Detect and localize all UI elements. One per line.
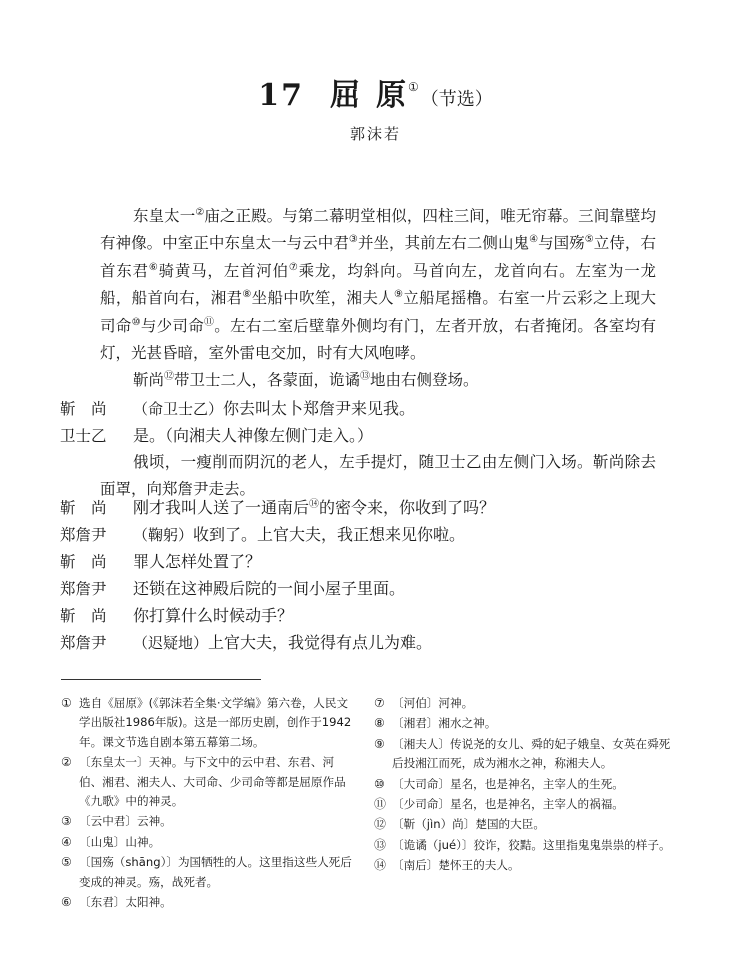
stage-text-segment: 。左右二室后壁靠外侧均有门，左者开放，右者掩闭。各室均有灯，光甚昏暗，室外雷电交加，时有大风咆哮。 — [100, 316, 657, 363]
footnotes-right-column — [374, 694, 674, 877]
dialogue-line — [60, 602, 700, 630]
dialogue-text: 收到了。上官大夫，我正想来见你啦。 — [193, 525, 466, 544]
footnote-mark: ① — [61, 696, 72, 710]
author: 郭沫若 — [349, 125, 401, 143]
footnote-ref[interactable]: ⑬ — [360, 371, 371, 382]
footnote-text: 〔少司命〕星名，也是神名，主宰人的祸福。 — [392, 797, 624, 812]
footnote-mark: ⑨ — [374, 736, 385, 751]
stage-text-segment: 带卫士二人，各蒙面，诡谲 — [174, 371, 361, 389]
footnote-item — [374, 795, 674, 814]
stage-text-segment: 地由右侧登场。 — [370, 371, 479, 389]
footnote-text: 〔山鬼〕山神。 — [79, 834, 161, 849]
footnote-text: 〔靳（jìn）尚〕楚国的大臣。 — [392, 817, 545, 832]
footnote-item — [61, 853, 357, 892]
footnote-text: 〔云中君〕云神。 — [79, 814, 172, 829]
dialogue-text: 还锁在这神殿后院的一间小屋子里面。 — [133, 579, 406, 598]
footnote-text: 选自《屈原》(《郭沫若全集·文学编》第六卷，人民文学出版社1986年版)。这是一部历史剧，创作于1942年。课文节选自剧本第五幕第二场。 — [79, 696, 352, 749]
stage-text-segment: 立侍，右首东君 — [100, 234, 656, 280]
footnote-item — [374, 775, 674, 794]
footnote-mark: ⑭ — [374, 858, 387, 873]
footnote-divider — [61, 679, 261, 680]
footnote-item — [61, 812, 357, 831]
stage-text-segment: 庙之正殿。与第二幕明堂相似，四柱三间，唯无帘幕。三间靠壁均有神像。中室正中东皇太一与云中君 — [100, 207, 656, 253]
stage-direction-opening — [100, 203, 656, 367]
footnote-mark: ② — [61, 755, 72, 770]
acting-direction: （迟疑地） — [133, 634, 209, 652]
dialogue-text: 你去叫太卜郑詹尹来见我。 — [223, 399, 416, 418]
speaker-name: 靳 尚 — [60, 553, 107, 571]
footnote-ref[interactable]: ⑩ — [131, 316, 141, 328]
title-char-1: 屈 — [329, 78, 362, 113]
dialogue-line — [60, 422, 700, 450]
footnote-item — [61, 893, 357, 912]
footnote-mark: ⑦ — [374, 696, 385, 710]
footnote-text: 〔东皇太一〕天神。与下文中的云中君、东君、河伯、湘君、湘夫人、大司命、少司命等都是屈原作品《九歌》中的神灵。 — [79, 755, 346, 809]
footnote-text: 〔湘君〕湘水之神。 — [392, 716, 497, 731]
footnote-text: 〔诡谲（jué）〕狡诈，狡黠。这里指鬼鬼祟祟的样子。 — [392, 837, 671, 852]
footnote-mark: ③ — [61, 814, 72, 829]
footnote-mark: ⑥ — [61, 895, 72, 910]
footnote-item — [374, 735, 674, 774]
stage-text-segment: 骑黄马，左首河伯 — [158, 261, 289, 280]
dialogue-text: 你打算什么时候动手？ — [133, 606, 294, 625]
stage-text-segment: 乘龙，均斜向。马首向左，龙首向右。左室为一龙船，船首向右，湘君 — [100, 261, 656, 308]
footnote-ref[interactable]: ⑦ — [288, 261, 299, 273]
stage-text-segment: 与国殇 — [538, 234, 585, 253]
footnote-ref[interactable]: ⑪ — [204, 316, 215, 328]
footnote-item — [374, 815, 674, 834]
footnote-item — [61, 694, 357, 752]
dialogue-text: 罪人怎样处置了？ — [133, 552, 262, 571]
footnote-mark: ⑪ — [374, 797, 387, 812]
footnote-ref[interactable]: ④ — [529, 234, 539, 246]
footnotes-left-column — [61, 694, 357, 913]
footnote-mark: ⑫ — [374, 817, 387, 832]
speaker-name: 靳 尚 — [60, 400, 107, 418]
title-footnote-mark[interactable]: ① — [407, 80, 421, 94]
dialogue-text: 刚才我叫人送了一通南后 — [133, 498, 310, 517]
lesson-title — [0, 70, 751, 114]
footnote-mark: ⑧ — [374, 716, 385, 731]
dialogue-text: 上官大夫，我觉得有点儿为难。 — [208, 633, 433, 652]
footnote-ref[interactable]: ⑧ — [242, 289, 252, 301]
title-char-2: 原 — [375, 78, 408, 113]
footnote-text: 〔大司命〕星名，也是神名，主宰人的生死。 — [392, 776, 624, 791]
footnote-item — [61, 753, 357, 811]
footnote-item — [61, 833, 357, 852]
dialogue-text: 的密令来，你收到了吗？ — [319, 498, 496, 517]
speaker-name: 郑詹尹 — [60, 580, 107, 598]
acting-direction: （鞠躬） — [133, 526, 194, 544]
footnote-ref[interactable]: ② — [195, 207, 205, 218]
footnote-text: 〔国殇（shāng）〕为国牺牲的人。这里指这些人死后变成的神灵。殇，战死者。 — [79, 855, 352, 889]
speaker-name: 靳 尚 — [60, 499, 107, 517]
footnote-ref[interactable]: ⑭ — [309, 499, 320, 510]
footnote-text: 〔河伯〕河神。 — [392, 696, 474, 710]
footnote-ref[interactable]: ⑥ — [148, 261, 159, 273]
footnote-ref[interactable]: ⑨ — [393, 289, 404, 301]
dialogue-line — [60, 575, 700, 603]
speaker-name: 郑詹尹 — [60, 526, 107, 544]
dialogue-line — [60, 629, 700, 657]
footnote-mark: ④ — [61, 834, 72, 849]
footnote-text: 〔湘夫人〕传说尧的女儿、舜的妃子娥皇、女英在舜死后投湘江而死，成为湘水之神，称湘夫人。 — [392, 736, 671, 771]
footnote-text: 〔东君〕太阳神。 — [79, 895, 172, 910]
speaker-name: 郑詹尹 — [60, 634, 107, 652]
title-subtitle: （节选） — [420, 89, 493, 110]
footnote-ref[interactable]: ⑤ — [584, 234, 594, 246]
footnote-mark: ⑩ — [374, 776, 385, 791]
stage-text-segment: 与少司命 — [140, 316, 204, 335]
dialogue-line — [60, 521, 700, 549]
footnote-item — [374, 714, 674, 733]
footnote-text: 〔南后〕楚怀王的夫人。 — [392, 858, 520, 873]
stage-text-segment: 靳尚 — [133, 371, 165, 389]
dialogue-text: 是。（向湘夫人神像左侧门走入。） — [133, 426, 374, 445]
stage-text-segment: 东皇太一 — [133, 207, 196, 225]
footnote-item — [374, 694, 674, 713]
footnote-mark: ⑬ — [374, 837, 387, 852]
footnote-item — [374, 836, 674, 855]
stage-text-segment: 并坐，其前左右二侧山鬼 — [357, 234, 530, 253]
speaker-name: 靳 尚 — [60, 607, 107, 625]
dialogue-line — [60, 395, 700, 423]
stage-text-segment: 立船尾摇橹。右室一片云彩之上现大司命 — [100, 289, 656, 335]
acting-direction: （命卫士乙） — [133, 400, 224, 418]
footnote-ref[interactable]: ⑫ — [164, 371, 175, 382]
stage-direction-entrance — [100, 367, 656, 394]
stage-text-segment: 坐船中吹笙，湘夫人 — [251, 289, 394, 308]
footnote-mark: ⑤ — [61, 855, 72, 870]
dialogue-line — [60, 494, 700, 522]
dialogue-line — [60, 548, 700, 576]
speaker-name: 卫士乙 — [60, 427, 107, 445]
footnote-ref[interactable]: ③ — [348, 234, 358, 246]
footnote-item — [374, 856, 674, 875]
stage-direction-old-man: 俄顷，一瘦削而阴沉的老人，左手提灯，随卫士乙由左侧门入场。靳尚除去面罩，向郑詹尹走去。 — [100, 453, 656, 499]
lesson-number: 17 — [258, 78, 304, 113]
